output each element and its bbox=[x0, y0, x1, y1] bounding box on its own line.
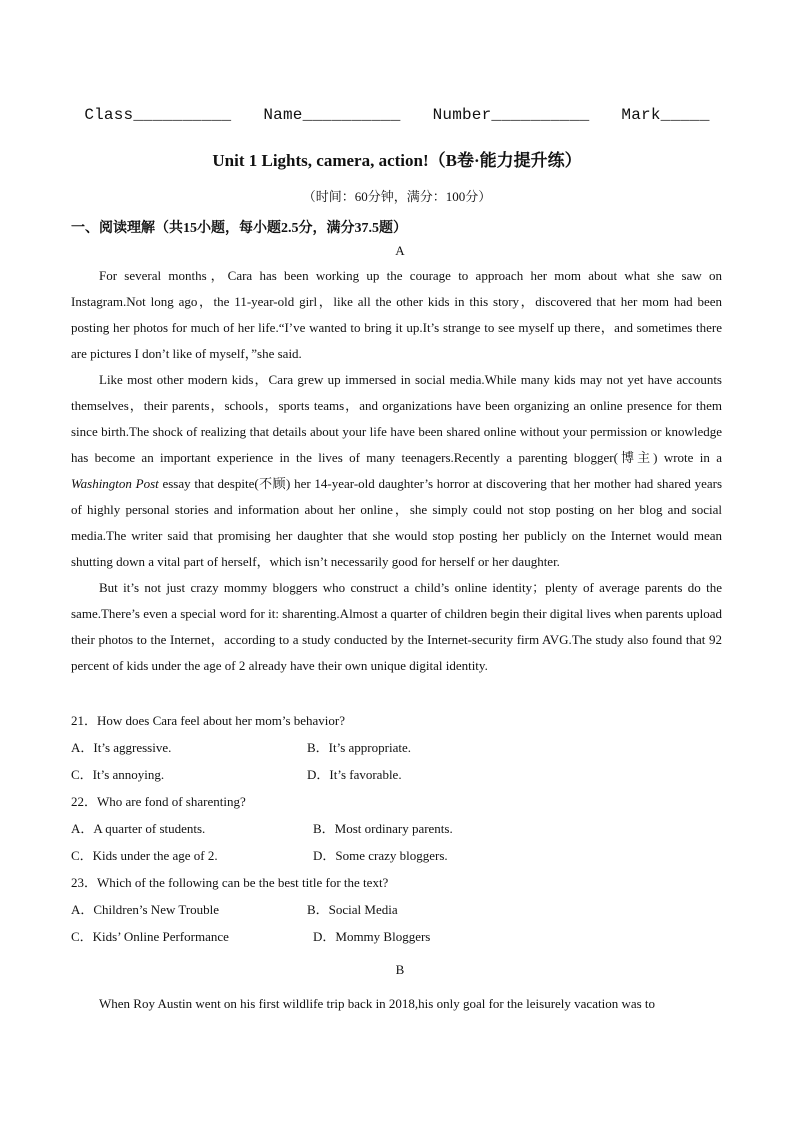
option-a: A．A quarter of students. bbox=[71, 821, 206, 836]
name-field bbox=[263, 106, 400, 124]
class-blank: __________ bbox=[133, 106, 232, 124]
passage-a-p2-text-after: essay that despite(不顾) her 14-year-old daughter’s horror at discovering that her mother had shared years of highly personal stories and information about her online，she simply could not stop posting on her blog and social media.The writer said that promising her daughter that she would stop posting her publicly on the Internet would mean shutting down a vital part of herself，which isn’t necessarily good for herself or her daughter. bbox=[71, 476, 723, 569]
passage-b-label: B bbox=[395, 962, 405, 977]
option-a: A．It’s aggressive. bbox=[71, 740, 172, 755]
option-row bbox=[71, 842, 722, 869]
exam-time-score: （时间：60分钟，满分：100分） bbox=[302, 189, 492, 204]
option-row bbox=[71, 896, 722, 923]
passage-a-label: A bbox=[395, 243, 405, 258]
class-field bbox=[84, 106, 231, 124]
name-blank: __________ bbox=[302, 106, 401, 124]
option-c: C．Kids under the age of 2. bbox=[71, 848, 218, 863]
passage-a-p2-text-before: Like most other modern kids，Cara grew up immersed in social media.While many kids may not yet have accounts themselves，their parents，schools，sports teams，and organizations have been organizing an online presence for them since birth.The shock of realizing that details about your life have been shared online without your permission or knowledge has become an important experience in the lives of many teenagers.Recently a parenting blogger(博主) wrote in a bbox=[71, 372, 722, 465]
number-label: Number bbox=[432, 106, 492, 124]
mark-label: Mark bbox=[621, 106, 661, 124]
option-b: B．It’s appropriate. bbox=[307, 740, 411, 755]
option-c: C．Kids’ Online Performance bbox=[71, 929, 229, 944]
option-d: D．Some crazy bloggers. bbox=[313, 848, 448, 863]
option-row bbox=[71, 815, 722, 842]
passage-a bbox=[71, 263, 722, 679]
option-b: B．Social Media bbox=[307, 902, 398, 917]
number-blank: __________ bbox=[491, 106, 590, 124]
passage-b-paragraph-1 bbox=[71, 991, 722, 1017]
question-stem: 21．How does Cara feel about her mom’s behavior? bbox=[71, 713, 346, 728]
mark-field bbox=[621, 106, 709, 124]
option-c: C．It’s annoying. bbox=[71, 767, 165, 782]
passage-a-paragraph-1: For several months，Cara has been working up the courage to approach her mom about what she saw on Instagram.Not long ago，the 11-year-old girl，like all the other kids in this story，discovered that her mom had been posting her photos for much of her life.“I’ve wanted to bring it up.It’s strange to see myself up there，and sometimes there are pictures I don’t like of myself，”she said. bbox=[71, 268, 722, 361]
page-title: Unit 1 Lights, camera, action!（B卷·能力提升练） bbox=[212, 151, 582, 170]
name-label: Name bbox=[263, 106, 303, 124]
option-d: D．Mommy Bloggers bbox=[313, 929, 431, 944]
mark-blank: _____ bbox=[660, 106, 710, 124]
passage-b bbox=[71, 991, 722, 1017]
passage-a-paragraph-3: But it’s not just crazy mommy bloggers who construct a child’s online identity；plenty of average parents do the same.There’s even a special word for it: sharenting.Almost a quarter of children begin their digital lives when parents upload their photos to the Internet，according to a study conducted by the Internet-security firm AVG.The study also found that 92 percent of kids under the age of 2 already have their own unique digital identity. bbox=[71, 580, 722, 673]
option-b: B．Most ordinary parents. bbox=[313, 821, 453, 836]
option-row bbox=[71, 761, 722, 788]
passage-a-paragraph-2 bbox=[71, 367, 722, 575]
option-row bbox=[71, 734, 722, 761]
option-d: D．It’s favorable. bbox=[307, 767, 402, 782]
class-label: Class bbox=[84, 106, 134, 124]
student-info-line bbox=[0, 106, 794, 124]
question-block bbox=[71, 707, 722, 950]
option-row bbox=[71, 923, 722, 950]
number-field bbox=[433, 106, 590, 124]
question-stem: 22．Who are fond of sharenting? bbox=[71, 794, 246, 809]
question-stem: 23．Which of the following can be the best title for the text? bbox=[71, 875, 389, 890]
section-heading: 一、阅读理解（共15小题，每小题2.5分，满分37.5题） bbox=[71, 221, 407, 236]
option-a: A．Children’s New Trouble bbox=[71, 902, 220, 917]
passage-b-text: When Roy Austin went on his first wildlife trip back in 2018,his only goal for the leisurely vacation was to bbox=[99, 996, 656, 1011]
newspaper-name: Washington Post bbox=[71, 476, 159, 491]
